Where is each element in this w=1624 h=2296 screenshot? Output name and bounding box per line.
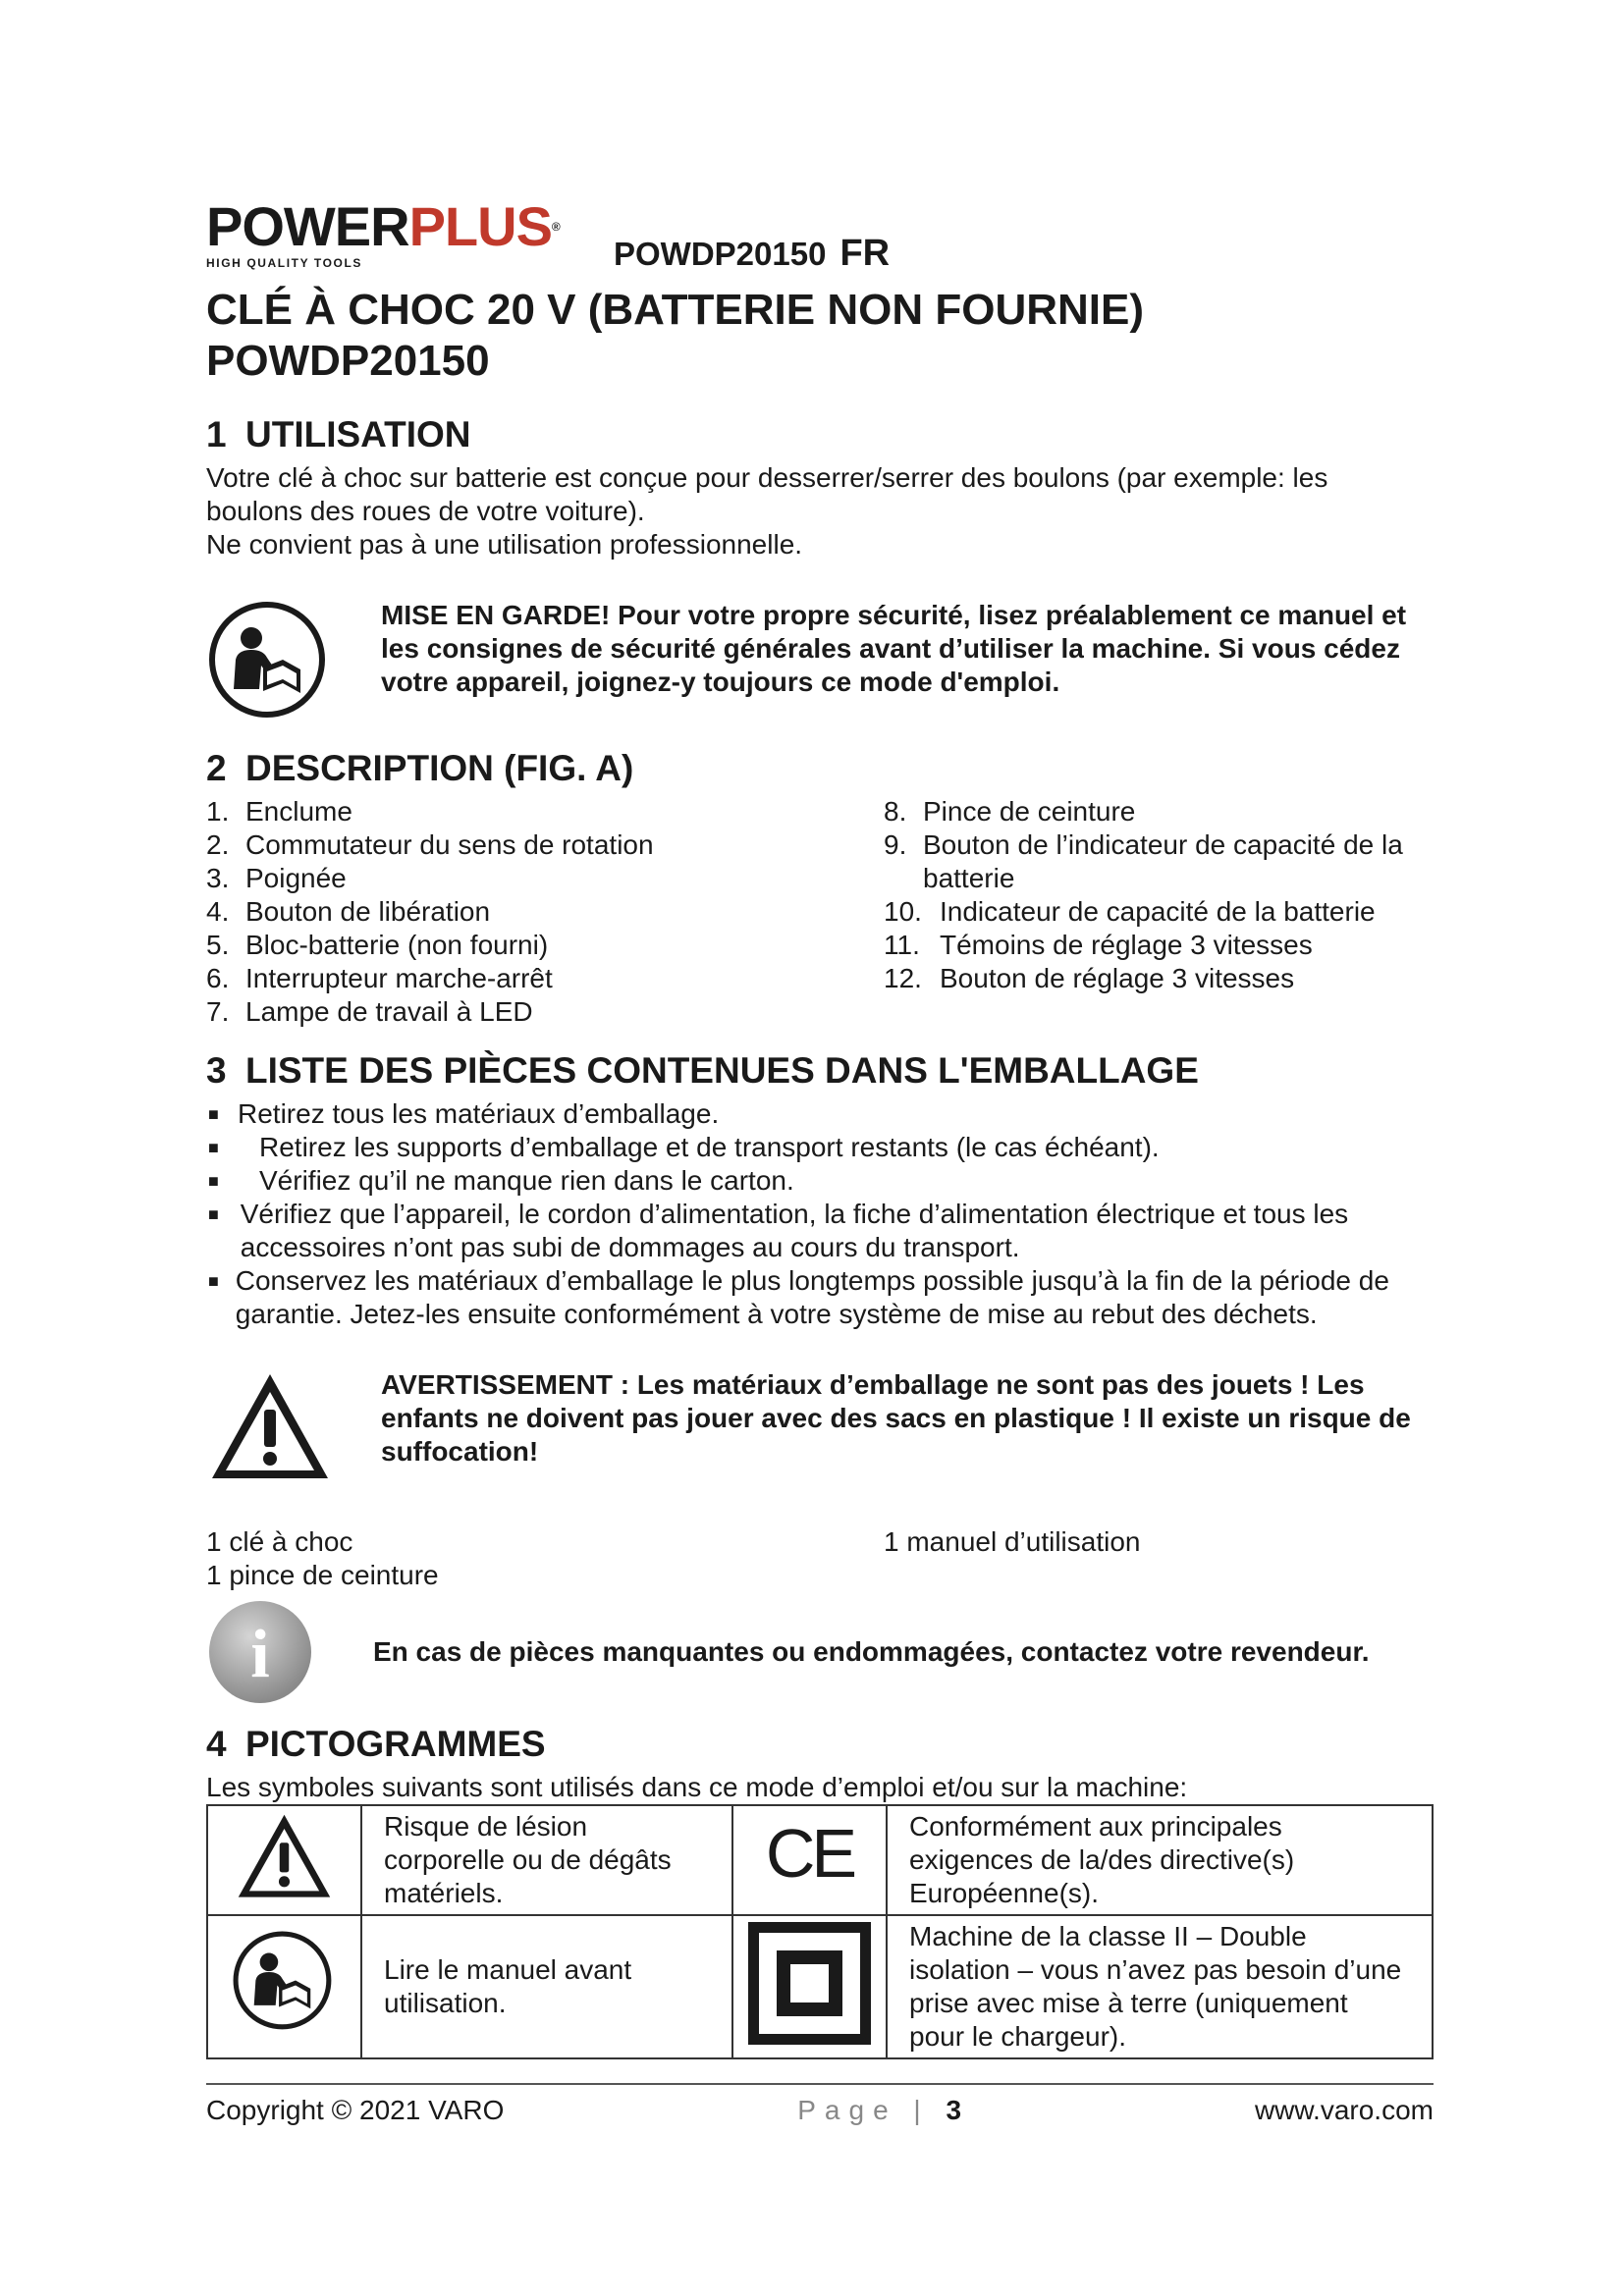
bullet-item: ■ Conservez les matériaux d’emballage le plus longtemps possible jusqu’à la fin de la période de garantie. Jetez-les ensuite conformément à votre système de mise au rebut des déchets. [208, 1265, 1389, 1329]
title-line-1: CLÉ À CHOC 20 V (BATTERIE NON FOURNIE) [206, 286, 1145, 334]
pictogram-description: Lire le manuel avant utilisation. [361, 1915, 732, 2058]
description-item: 11. Témoins de réglage 3 vitesses [884, 930, 1313, 960]
description-item: 10. Indicateur de capacité de la batterie [884, 896, 1376, 927]
logo-registered-mark: ® [551, 220, 560, 234]
bullet-square-icon: ■ [208, 1104, 219, 1124]
svg-text:i: i [250, 1617, 270, 1692]
unpacking-bullet-list [206, 1097, 1434, 1331]
description-list [206, 795, 1434, 1029]
page-footer [206, 2083, 1434, 2126]
section-2-heading: 2 DESCRIPTION (FIG. A) [206, 748, 634, 788]
description-item: 4. Bouton de libération [206, 896, 491, 927]
description-item: 2. Commutateur du sens de rotation [206, 829, 654, 860]
packaging-warning-notice [206, 1368, 1434, 1486]
manual-warning-notice [206, 599, 1434, 726]
logo-power-text: POWER [206, 195, 409, 257]
info-icon [206, 1598, 373, 1706]
pictogram-table [206, 1804, 1434, 2059]
package-item: 1 clé à choc [206, 1526, 353, 1557]
footer-page-number: Page | 3 [797, 2095, 962, 2125]
pictogram-description: Risque de lésion corporelle ou de dégâts matériels. [361, 1805, 732, 1915]
description-item: 8. Pince de ceinture [884, 796, 1136, 827]
class-ii-double-insulation-icon [732, 1915, 887, 2058]
package-contents [206, 1525, 1434, 1592]
bullet-square-icon: ■ [208, 1138, 219, 1157]
manual-warning-text: MISE EN GARDE! Pour votre propre sécurité, lisez préalablement ce manuel et les consignes de sécurité générales avant d’utiliser la machine. Si vous cédez votre appareil, joignez-y toujours ce mode d'emploi. [381, 600, 1407, 697]
logo-tagline: HIGH QUALITY TOOLS [206, 256, 363, 270]
bullet-item: ■ Vérifiez que l’appareil, le cordon d’alimentation, la fiche d’alimentation électrique et tous les accessoires n’ont pas subi de dommages au cours du transport. [208, 1199, 1349, 1262]
description-item: 9. Bouton de l’indicateur de capacité de la batterie [884, 829, 1403, 893]
document-page [206, 191, 1434, 2059]
description-item: 12. Bouton de réglage 3 vitesses [884, 963, 1295, 993]
header [206, 191, 1434, 285]
description-item: 5. Bloc-batterie (non fourni) [206, 930, 549, 960]
header-model-code [614, 233, 890, 275]
warning-triangle-icon [206, 1368, 373, 1486]
package-item: 1 manuel d’utilisation [884, 1526, 1141, 1557]
read-manual-icon [207, 1915, 361, 2058]
warning-triangle-icon [207, 1805, 361, 1915]
model-number: POWDP20150 [614, 236, 827, 272]
section-3-heading: 3 LISTE DES PIÈCES CONTENUES DANS L'EMBALLAGE [206, 1050, 1199, 1091]
powerplus-logo [206, 195, 579, 278]
description-left-column [206, 795, 884, 1029]
section-4-heading: 4 PICTOGRAMMES [206, 1724, 546, 1764]
description-item: 7. Lampe de travail à LED [206, 996, 533, 1027]
language-code: FR [839, 233, 891, 274]
description-item: 1. Enclume [206, 796, 352, 827]
table-row [207, 1915, 1433, 2058]
pictogram-description: Machine de la classe II – Double isolation – vous n’avez pas besoin d’une prise avec mise à terre (uniquement pour le chargeur). [887, 1915, 1433, 2058]
logo-plus-text: PLUS [408, 195, 552, 257]
document-title [206, 285, 1434, 387]
s1-line-2: boulons des roues de votre voiture). [206, 496, 645, 526]
bullet-square-icon: ■ [208, 1204, 219, 1224]
bullet-item: ■ Retirez tous les matériaux d’emballage. [208, 1098, 720, 1129]
bullet-square-icon: ■ [208, 1171, 219, 1191]
pictograms-intro: Les symboles suivants sont utilisés dans ce mode d’emploi et/ou sur la machine: [206, 1772, 1188, 1802]
section-1-heading: 1 UTILISATION [206, 414, 471, 454]
description-item: 3. Poignée [206, 863, 347, 893]
ce-mark-icon: CE [732, 1805, 887, 1915]
bullet-item: ■ Retirez les supports d’emballage et de transport restants (le cas échéant). [208, 1132, 1160, 1162]
bullet-item: ■ Vérifiez qu’il ne manque rien dans le carton. [208, 1165, 794, 1196]
table-row [207, 1805, 1433, 1915]
missing-parts-text: En cas de pièces manquantes ou endommagées, contactez votre revendeur. [373, 1636, 1370, 1667]
description-right-column [884, 795, 1434, 1029]
missing-parts-notice [206, 1598, 1434, 1706]
footer-website: www.varo.com [1254, 2095, 1434, 2125]
pictogram-description: Conformément aux principales exigences de la/des directive(s) Européenne(s). [887, 1805, 1433, 1915]
s1-line-1: Votre clé à choc sur batterie est conçue pour desserrer/serrer des boulons (par exemple: les [206, 462, 1328, 493]
s1-line-3: Ne convient pas à une utilisation professionnelle. [206, 529, 803, 560]
read-manual-icon [206, 599, 373, 726]
title-line-2: POWDP20150 [206, 337, 490, 385]
packaging-warning-text: AVERTISSEMENT : Les matériaux d’emballage ne sont pas des jouets ! Les enfants ne doivent pas jouer avec des sacs en plastique ! Il existe un risque de suffocation! [381, 1369, 1411, 1467]
package-item: 1 pince de ceinture [206, 1560, 439, 1590]
footer-copyright: Copyright © 2021 VARO [206, 2095, 505, 2125]
description-item: 6. Interrupteur marche-arrêt [206, 963, 553, 993]
bullet-square-icon: ■ [208, 1271, 219, 1291]
